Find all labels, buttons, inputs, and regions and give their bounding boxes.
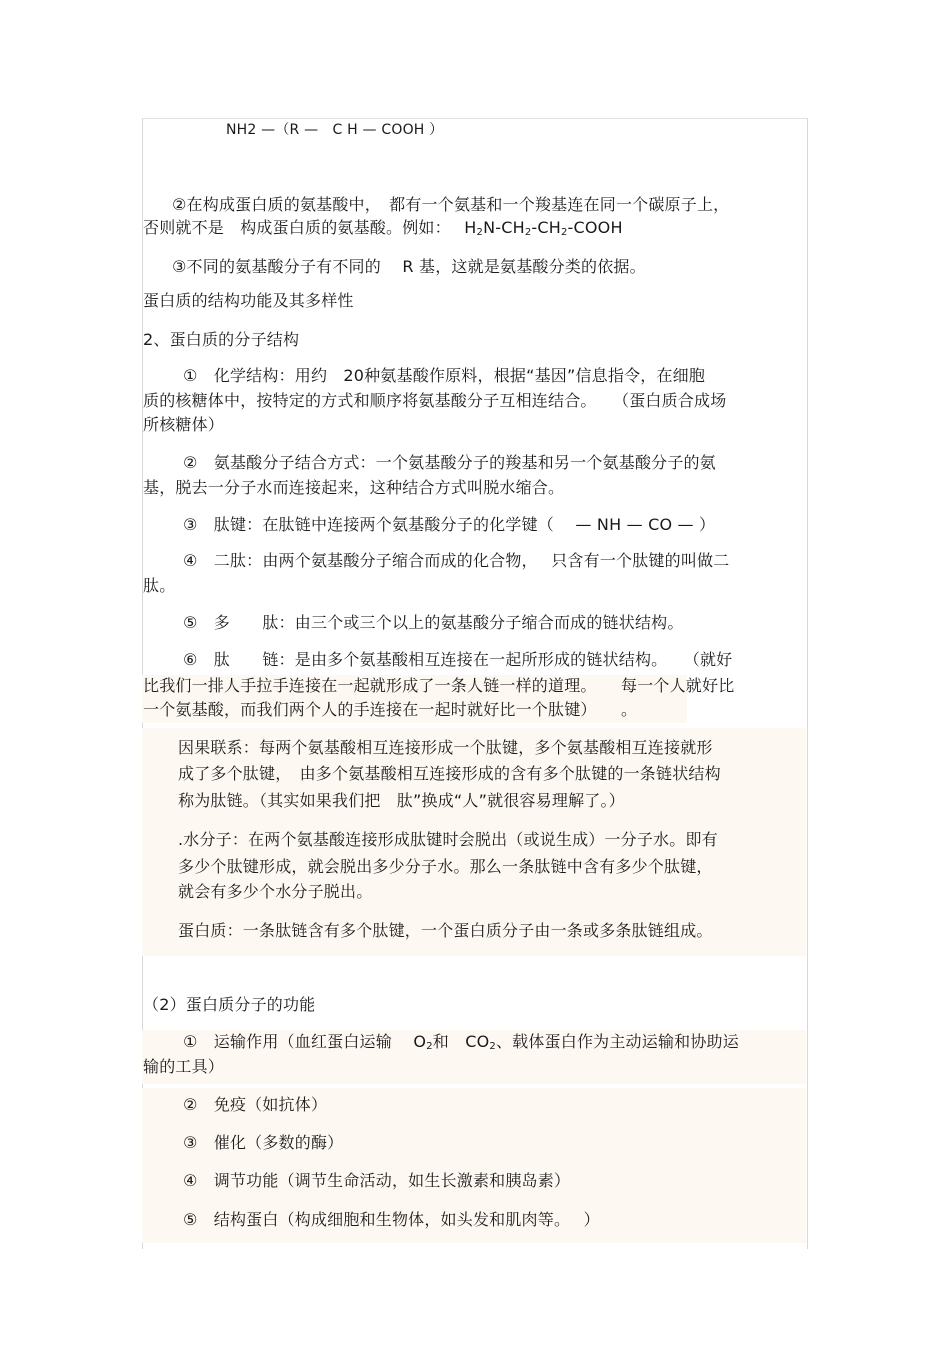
structure-item-1-line-1: ① 化学结构：用约 20种氨基酸作原料，根据“基因”信息指令，在细胞 xyxy=(183,366,706,385)
structure-item-6-line-2: 比我们一排人手拉手连接在一起就形成了一条人链一样的道理。 每一个人就好比 xyxy=(143,676,735,695)
subscript: 2 xyxy=(524,227,532,238)
function-item-1-line-1 xyxy=(183,1031,739,1053)
formula-part: N-CH xyxy=(483,218,525,237)
formula-part: -CH xyxy=(531,218,561,237)
structure-item-4-line-2: 肽。 xyxy=(143,576,176,595)
function-item-4: ④ 调节功能（调节生命活动，如生长激素和胰岛素） xyxy=(183,1171,571,1190)
function-text: ① 运输作用（血红蛋白运输 O xyxy=(183,1032,427,1051)
note-water-line-2: 多少个肽键形成，就会脱出多少分子水。那么一条肽链中含有多少个肽键， xyxy=(178,857,713,876)
function-item-2: ② 免疫（如抗体） xyxy=(183,1095,328,1114)
section-heading-main: 蛋白质的结构功能及其多样性 xyxy=(143,291,354,310)
structure-item-5: ⑤ 多 肽：由三个或三个以上的氨基酸分子缩合而成的链状结构。 xyxy=(183,613,684,632)
structure-item-2-line-2: 基，脱去一分子水而连接起来，这种结合方式叫脱水缩合。 xyxy=(143,478,565,497)
note-water-line-3: 就会有多少个水分子脱出。 xyxy=(178,882,373,901)
point-2-text: 否则就不是 构成蛋白质的氨基酸。例如： H xyxy=(143,218,477,237)
subscript: 2 xyxy=(426,1041,433,1052)
structure-item-1-line-3: 所核糖体） xyxy=(143,415,225,434)
structure-item-4-line-1: ④ 二肽：由两个氨基酸分子缩合而成的化合物， 只含有一个肽键的叫做二 xyxy=(183,551,730,570)
function-text: 和 CO xyxy=(432,1032,490,1051)
point-2-line-1: ②在构成蛋白质的氨基酸中， 都有一个氨基和一个羧基连在同一个碳原子上， xyxy=(172,195,730,214)
subscript: 2 xyxy=(476,227,484,238)
formula-part: -COOH xyxy=(567,218,623,237)
formula-line: NH2 —（R — C H — COOH ） xyxy=(226,122,444,138)
note-causal-line-3: 称为肽链。（其实如果我们把 肽”换成“人”就很容易理解了。） xyxy=(178,791,625,810)
note-water-line-1: .水分子：在两个氨基酸连接形成肽键时会脱出（或说生成）一分子水。即有 xyxy=(178,830,718,849)
point-3: ③不同的氨基酸分子有不同的 R 基，这就是氨基酸分类的依据。 xyxy=(172,257,646,276)
subscript: 2 xyxy=(560,227,568,238)
section-heading-structure: 2、蛋白质的分子结构 xyxy=(143,330,300,349)
structure-item-6-line-3: 一个氨基酸，而我们两个人的手连接在一起时就好比一个肽键） 。 xyxy=(143,700,638,719)
function-item-1-line-2: 输的工具） xyxy=(143,1057,225,1076)
function-item-5: ⑤ 结构蛋白（构成细胞和生物体，如头发和肌肉等。 ） xyxy=(183,1210,600,1229)
note-protein: 蛋白质：一条肽链含有多个肽键，一个蛋白质分子由一条或多条肽链组成。 xyxy=(178,921,713,940)
note-causal-line-2: 成了多个肽键， 由多个氨基酸相互连接形成的含有多个肽键的一条链状结构 xyxy=(178,764,721,783)
structure-item-3: ③ 肽键：在肽链中连接两个氨基酸分子的化学键（ — NH — CO — ） xyxy=(183,515,716,534)
function-item-3: ③ 催化（多数的酶） xyxy=(183,1133,344,1152)
point-2-line-2 xyxy=(143,217,623,239)
function-text: 、载体蛋白作为主动运输和协助运 xyxy=(495,1032,739,1051)
structure-item-1-line-2: 质的核糖体中，按特定的方式和顺序将氨基酸分子互相连结合。 （蛋白质合成场 xyxy=(143,391,727,410)
note-causal-line-1: 因果联系：每两个氨基酸相互连接形成一个肽键，多个氨基酸相互连接就形 xyxy=(178,738,713,757)
function-heading: （2）蛋白质分子的功能 xyxy=(143,995,316,1014)
structure-item-6-line-1: ⑥ 肽 链：是由多个氨基酸相互连接在一起所形成的链状结构。 （就好 xyxy=(183,650,733,669)
subscript: 2 xyxy=(489,1041,496,1052)
structure-item-2-line-1: ② 氨基酸分子结合方式：一个氨基酸分子的羧基和另一个氨基酸分子的氨 xyxy=(183,453,716,472)
